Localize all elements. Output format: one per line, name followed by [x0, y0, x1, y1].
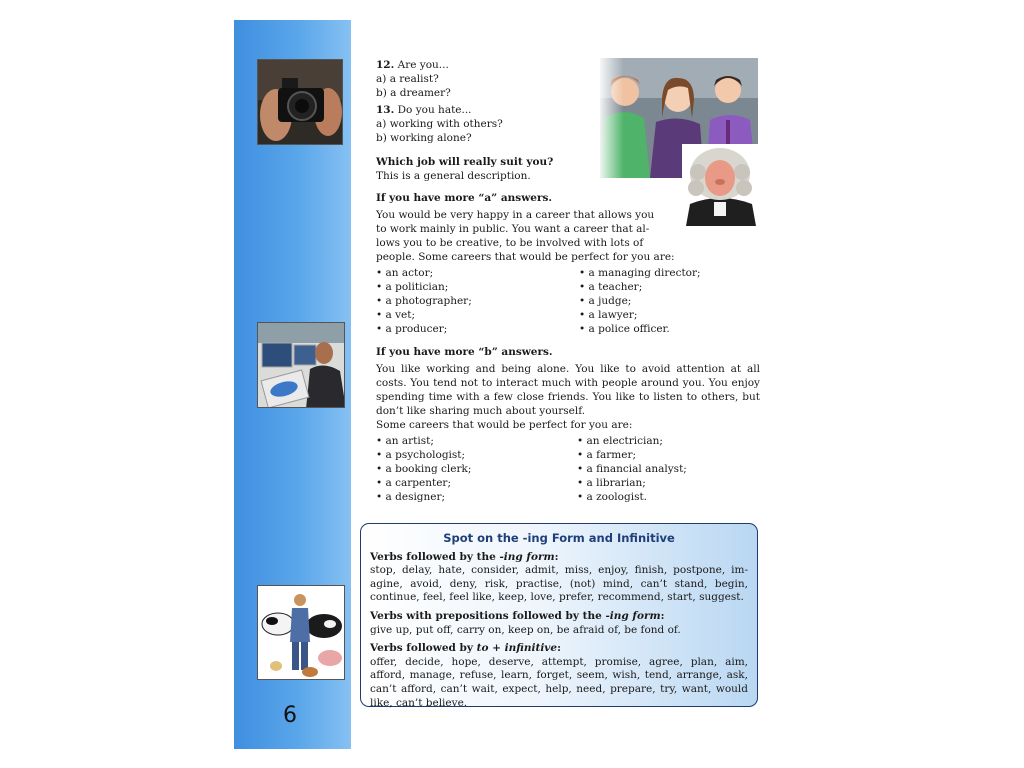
- career-item: • a managing director;: [579, 266, 701, 280]
- career-item: • a teacher;: [579, 280, 701, 294]
- spot-heading-text: Verbs followed by the: [370, 550, 500, 563]
- farmer-photo: [257, 585, 345, 680]
- office-worker-photo: [257, 322, 345, 408]
- career-item: • a police officer.: [579, 322, 701, 336]
- career-item: • a librarian;: [577, 476, 687, 490]
- spot-section-body: give up, put off, carry on, keep on, be afraid of, be fond of.: [370, 623, 681, 636]
- career-item: • a designer;: [376, 490, 471, 504]
- spot-heading-colon: :: [554, 550, 559, 563]
- spot-section-heading: [370, 610, 748, 624]
- questions-block: [376, 58, 760, 145]
- job-section: [376, 155, 760, 183]
- a-careers-column-1: [376, 266, 472, 336]
- career-item: • a politician;: [376, 280, 472, 294]
- career-item: • a lawyer;: [579, 308, 701, 322]
- job-subheading: This is a general description.: [376, 170, 531, 182]
- question-13: [376, 103, 760, 117]
- b-answers-section: [376, 345, 760, 432]
- career-item: • a booking clerk;: [376, 462, 471, 476]
- question-12-text: Are you...: [394, 59, 449, 71]
- spot-heading-colon: :: [660, 609, 665, 622]
- spot-section-prepositions: [370, 610, 748, 637]
- a-answers-line: people. Some careers that would be perfect for you are:: [376, 251, 675, 263]
- career-item: • an artist;: [376, 434, 471, 448]
- spot-section-body: stop, delay, hate, consider, admit, miss, enjoy, finish, postpone, im-agine, avoid, deny, risk, practise, (not) mind, can’t stand, begin, continue, feel, feel like, keep, love, prefer, recommend, start, suggest.: [370, 564, 748, 604]
- b-answers-heading: If you have more “b” answers.: [376, 346, 553, 358]
- spot-heading-italic: -ing form: [499, 550, 555, 563]
- question-12-option-a: a) a realist?: [376, 73, 439, 85]
- a-answers-line: to work mainly in public. You want a career that al-: [376, 223, 650, 235]
- question-13-number: 13.: [376, 104, 395, 116]
- job-heading: Which job will really suit you?: [376, 156, 554, 168]
- spot-section-body: offer, decide, hope, deserve, attempt, promise, agree, plan, aim, afford, manage, refuse, learn, forget, seem, wish, tend, arrange, ask, can’t afford, can’t wait, expect, help, need, prepare, try, want, would like, can’t believe.: [370, 655, 748, 709]
- career-item: • a zoologist.: [577, 490, 687, 504]
- spot-section-heading: [370, 551, 748, 565]
- career-item: • a photographer;: [376, 294, 472, 308]
- spot-heading-text: Verbs with prepositions followed by the: [370, 609, 606, 622]
- a-answers-line: You would be very happy in a career that allows you: [376, 209, 655, 221]
- spot-heading-italic: to + infinitive: [476, 642, 558, 655]
- photographer-photo: [257, 59, 343, 145]
- b-careers-column-2: [577, 434, 687, 504]
- question-13-option-a: a) working with others?: [376, 118, 503, 130]
- a-answers-section: [376, 191, 676, 264]
- question-12-number: 12.: [376, 59, 395, 71]
- a-answers-heading: If you have more “a” answers.: [376, 192, 553, 204]
- career-item: • a psychologist;: [376, 448, 471, 462]
- page-number: 6: [283, 703, 297, 728]
- career-item: • a carpenter;: [376, 476, 471, 490]
- question-13-option-b: b) working alone?: [376, 132, 472, 144]
- a-answers-line: lows you to be creative, to be involved with lots of: [376, 237, 644, 249]
- spot-heading-text: Verbs followed by: [370, 642, 477, 655]
- spot-section-ing: [370, 551, 748, 605]
- b-answers-intro: Some careers that would be perfect for you are:: [376, 419, 633, 431]
- spot-heading-colon: :: [557, 642, 561, 655]
- career-item: • a vet;: [376, 308, 472, 322]
- career-item: • an electrician;: [577, 434, 687, 448]
- spot-title: Spot on the -ing Form and Infinitive: [443, 531, 675, 545]
- career-item: • a farmer;: [577, 448, 687, 462]
- question-12: [376, 58, 760, 72]
- b-careers-column-1: [376, 434, 471, 504]
- spot-grammar-box: [360, 523, 758, 707]
- spot-heading-italic: -ing form: [605, 609, 661, 622]
- question-12-option-b: b) a dreamer?: [376, 87, 451, 99]
- spot-section-infinitive: [370, 642, 748, 710]
- career-item: • a producer;: [376, 322, 472, 336]
- career-item: • a financial analyst;: [577, 462, 687, 476]
- question-13-text: Do you hate...: [394, 104, 472, 116]
- career-item: • an actor;: [376, 266, 472, 280]
- spot-section-heading: [370, 642, 748, 656]
- career-item: • a judge;: [579, 294, 701, 308]
- a-careers-column-2: [579, 266, 701, 336]
- b-answers-paragraph: You like working and being alone. You like to avoid attention at all costs. You tend not to interact much with people around you. You enjoy spending time with a few close friends. You like to listen to others, but don’t like sharing much about yourself.: [376, 363, 760, 417]
